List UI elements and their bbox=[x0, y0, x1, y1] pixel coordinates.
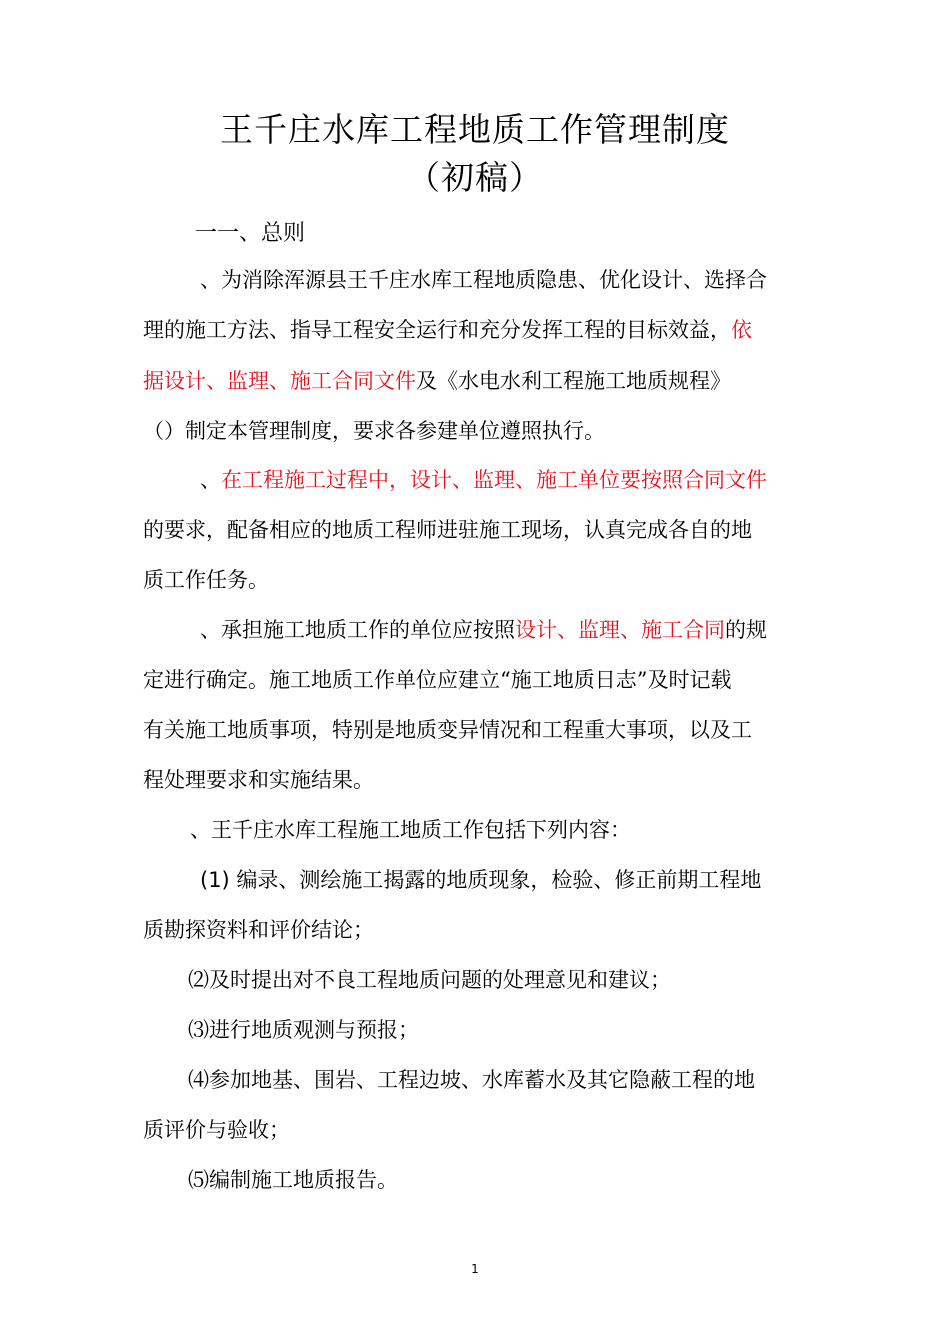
item1-text: 编录、测绘施工揭露的地质现象，检验、修正前期工程地 bbox=[236, 868, 762, 892]
p3-line1-text: 、承担施工地质工作的单位应按照 bbox=[200, 618, 515, 642]
p2-line1 bbox=[200, 465, 870, 495]
p2-line2: 的要求，配备相应的地质工程师进驻施工现场，认真完成各自的地 bbox=[143, 518, 752, 542]
item1-line2: 质勘探资料和评价结论； bbox=[143, 918, 374, 942]
item1-line1 bbox=[200, 865, 870, 895]
p1-line2 bbox=[143, 315, 813, 345]
p1-line3-text: 及《水电水利工程施工地质规程》 bbox=[416, 369, 731, 393]
p3-line1 bbox=[200, 615, 870, 645]
item4-line2: 质评价与验收； bbox=[143, 1118, 290, 1142]
document-title: 王千庄水库工程地质工作管理制度 bbox=[220, 110, 730, 149]
p2-line1-text: 、 bbox=[200, 468, 221, 492]
p3-line1-red-text: 设计、监理、施工合同 bbox=[515, 618, 725, 642]
p4-line1: 、王千庄水库工程施工地质工作包括下列内容： bbox=[190, 818, 631, 842]
p2-line1-red-text: 在工程施工过程中，设计、监理、施工单位要按照合同文件 bbox=[221, 468, 767, 492]
p1-line3 bbox=[143, 366, 813, 396]
item3: ⑶进行地质观测与预报； bbox=[188, 1018, 419, 1042]
item4-line1: ⑷参加地基、围岩、工程边坡、水库蓄水及其它隐蔽工程的地 bbox=[188, 1068, 755, 1092]
item5: ⑸编制施工地质报告。 bbox=[188, 1168, 398, 1192]
p3-line4: 程处理要求和实施结果。 bbox=[143, 768, 374, 792]
item1-number: (1) bbox=[200, 868, 230, 892]
p1-line2-text: 理的施工方法、指导工程安全运行和充分发挥工程的目标效益， bbox=[143, 318, 731, 342]
document-subtitle: （初稿） bbox=[407, 158, 543, 197]
p3-line2: 定进行确定。施工地质工作单位应建立“施工地质日志”及时记载 bbox=[143, 668, 732, 692]
p3-line3: 有关施工地质事项，特别是地质变异情况和工程重大事项，以及工 bbox=[143, 718, 752, 742]
p1-line2-red-text: 依 bbox=[731, 318, 752, 342]
page-number: 1 bbox=[471, 1262, 479, 1276]
p1-line4: （）制定本管理制度，要求各参建单位遵照执行。 bbox=[143, 419, 605, 443]
item2: ⑵及时提出对不良工程地质问题的处理意见和建议； bbox=[188, 968, 671, 992]
section-heading: 一一、总则 bbox=[195, 221, 306, 246]
p2-line3: 质工作任务。 bbox=[143, 568, 269, 592]
p3-line1-text-end: 的规 bbox=[725, 618, 767, 642]
p1-line3-red-text: 据设计、监理、施工合同文件 bbox=[143, 369, 416, 393]
p1-line1: 、为消除浑源县王千庄水库工程地质隐患、优化设计、选择合 bbox=[200, 268, 767, 292]
